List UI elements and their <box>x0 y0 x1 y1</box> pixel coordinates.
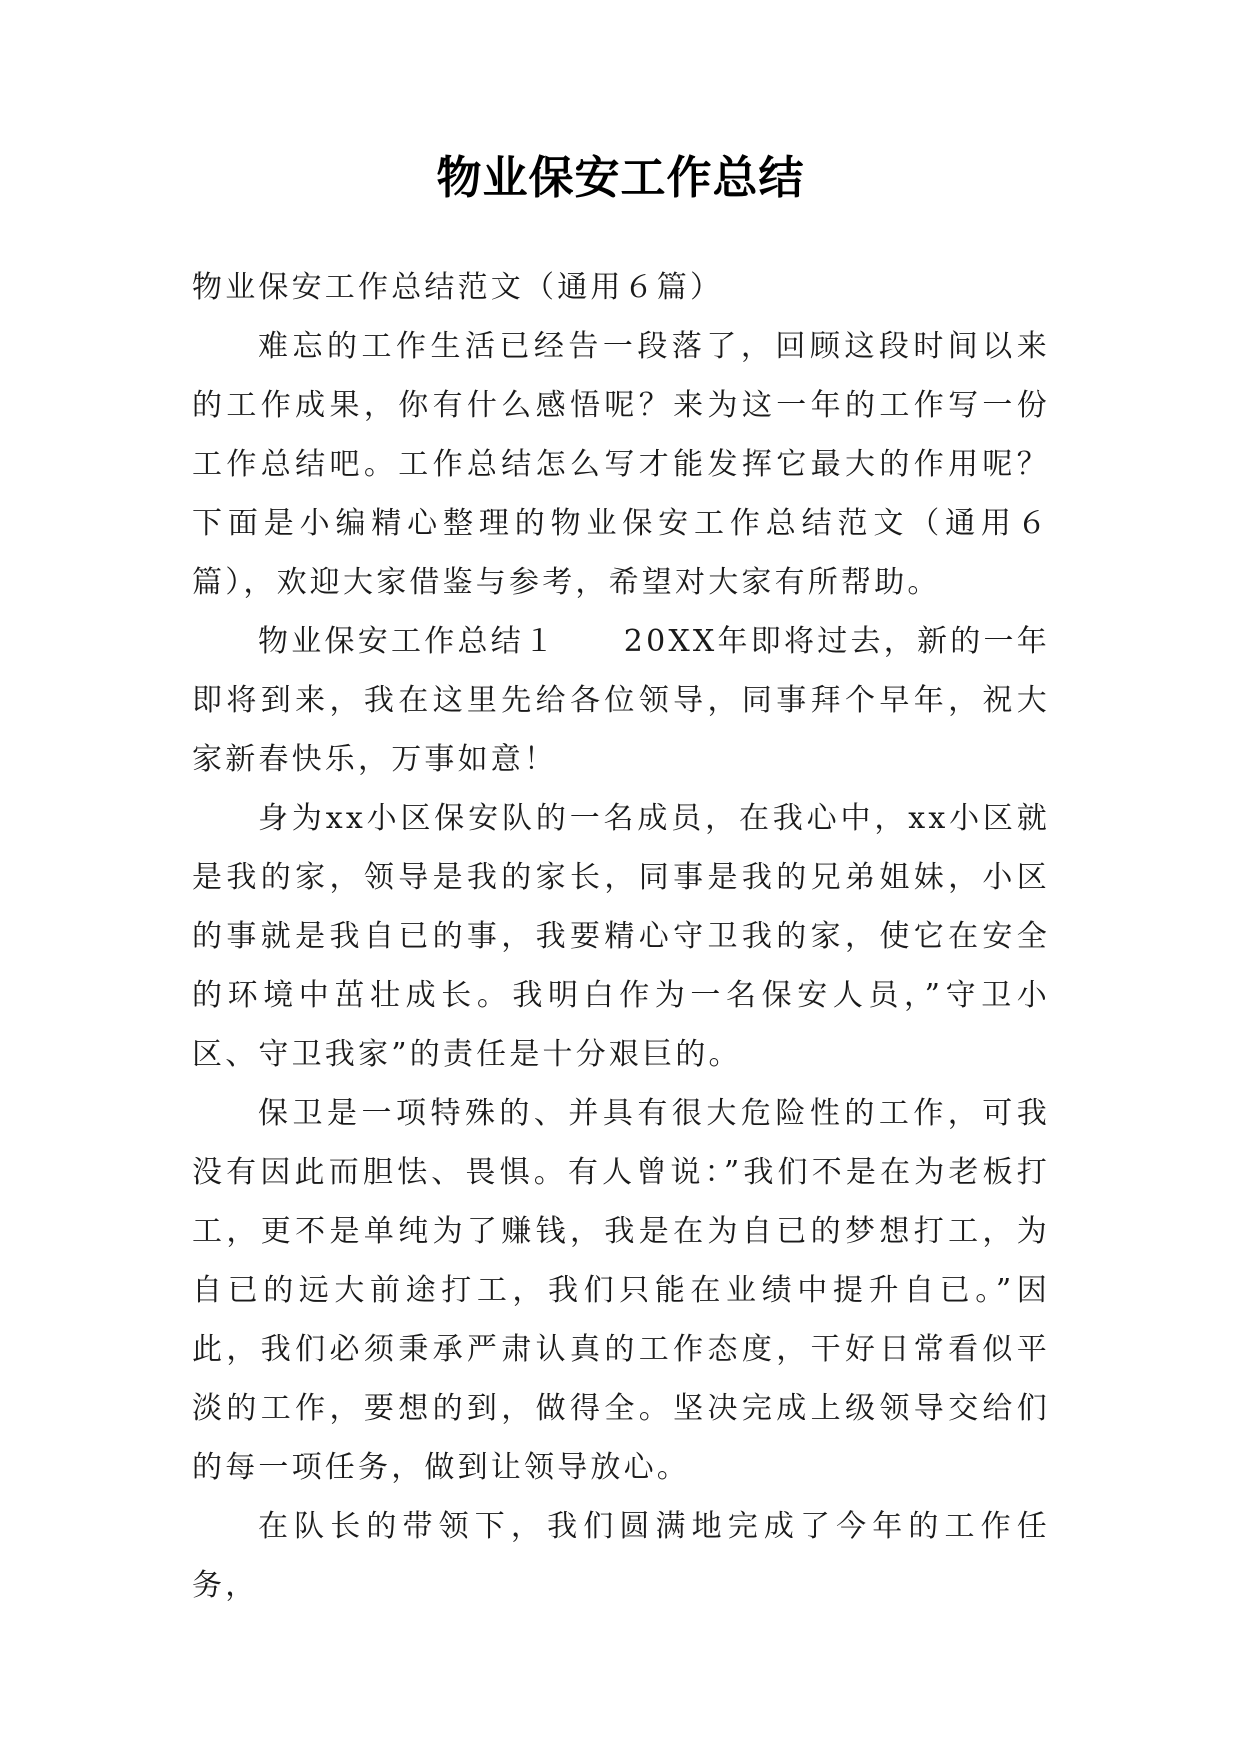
document-title: 物业保安工作总结 <box>436 151 805 204</box>
body-paragraph: 身为xx小区保安队的一名成员，在我心中，xx小区就是我的家，领导是我的家长，同事是我的兄弟姐妹，小区的事就是我自已的事，我要精心守卫我的家，使它在安全的环境中茁壮成长。我明白作为一名保安人员，”守卫小区、守卫我家”的责任是十分艰巨的。 <box>192 801 1050 1072</box>
body-paragraph: 保卫是一项特殊的、并具有很大危险性的工作，可我没有因此而胆怯、畏惧。有人曾说：”我们不是在为老板打工，更不是单纯为了赚钱，我是在为自已的梦想打工，为自已的远大前途打工，我们只能在业绩中提升自已。”因此，我们必须秉承严肃认真的工作态度，干好日常看似平淡的工作，要想的到，做得全。坚决完成上级领导交给们的每一项任务，做到让领导放心。 <box>192 1096 1050 1485</box>
document-body <box>192 258 1050 1615</box>
body-paragraph: 在队长的带领下，我们圆满地完成了今年的工作任务， <box>192 1509 1050 1603</box>
document-subtitle: 物业保安工作总结范文（通用６篇） <box>192 270 724 305</box>
summary-1-paragraph: 物业保安工作总结１ 20XX年即将过去，新的一年即将到来，我在这里先给各位领导，同事拜个早年，祝大家新春快乐，万事如意！ <box>192 624 1050 777</box>
intro-paragraph: 难忘的工作生活已经告一段落了，回顾这段时间以来的工作成果，你有什么感悟呢？来为这一年的工作写一份工作总结吧。工作总结怎么写才能发挥它最大的作用呢？下面是小编精心整理的物业保安工作总结范文（通用６篇），欢迎大家借鉴与参考，希望对大家有所帮助。 <box>192 329 1050 600</box>
